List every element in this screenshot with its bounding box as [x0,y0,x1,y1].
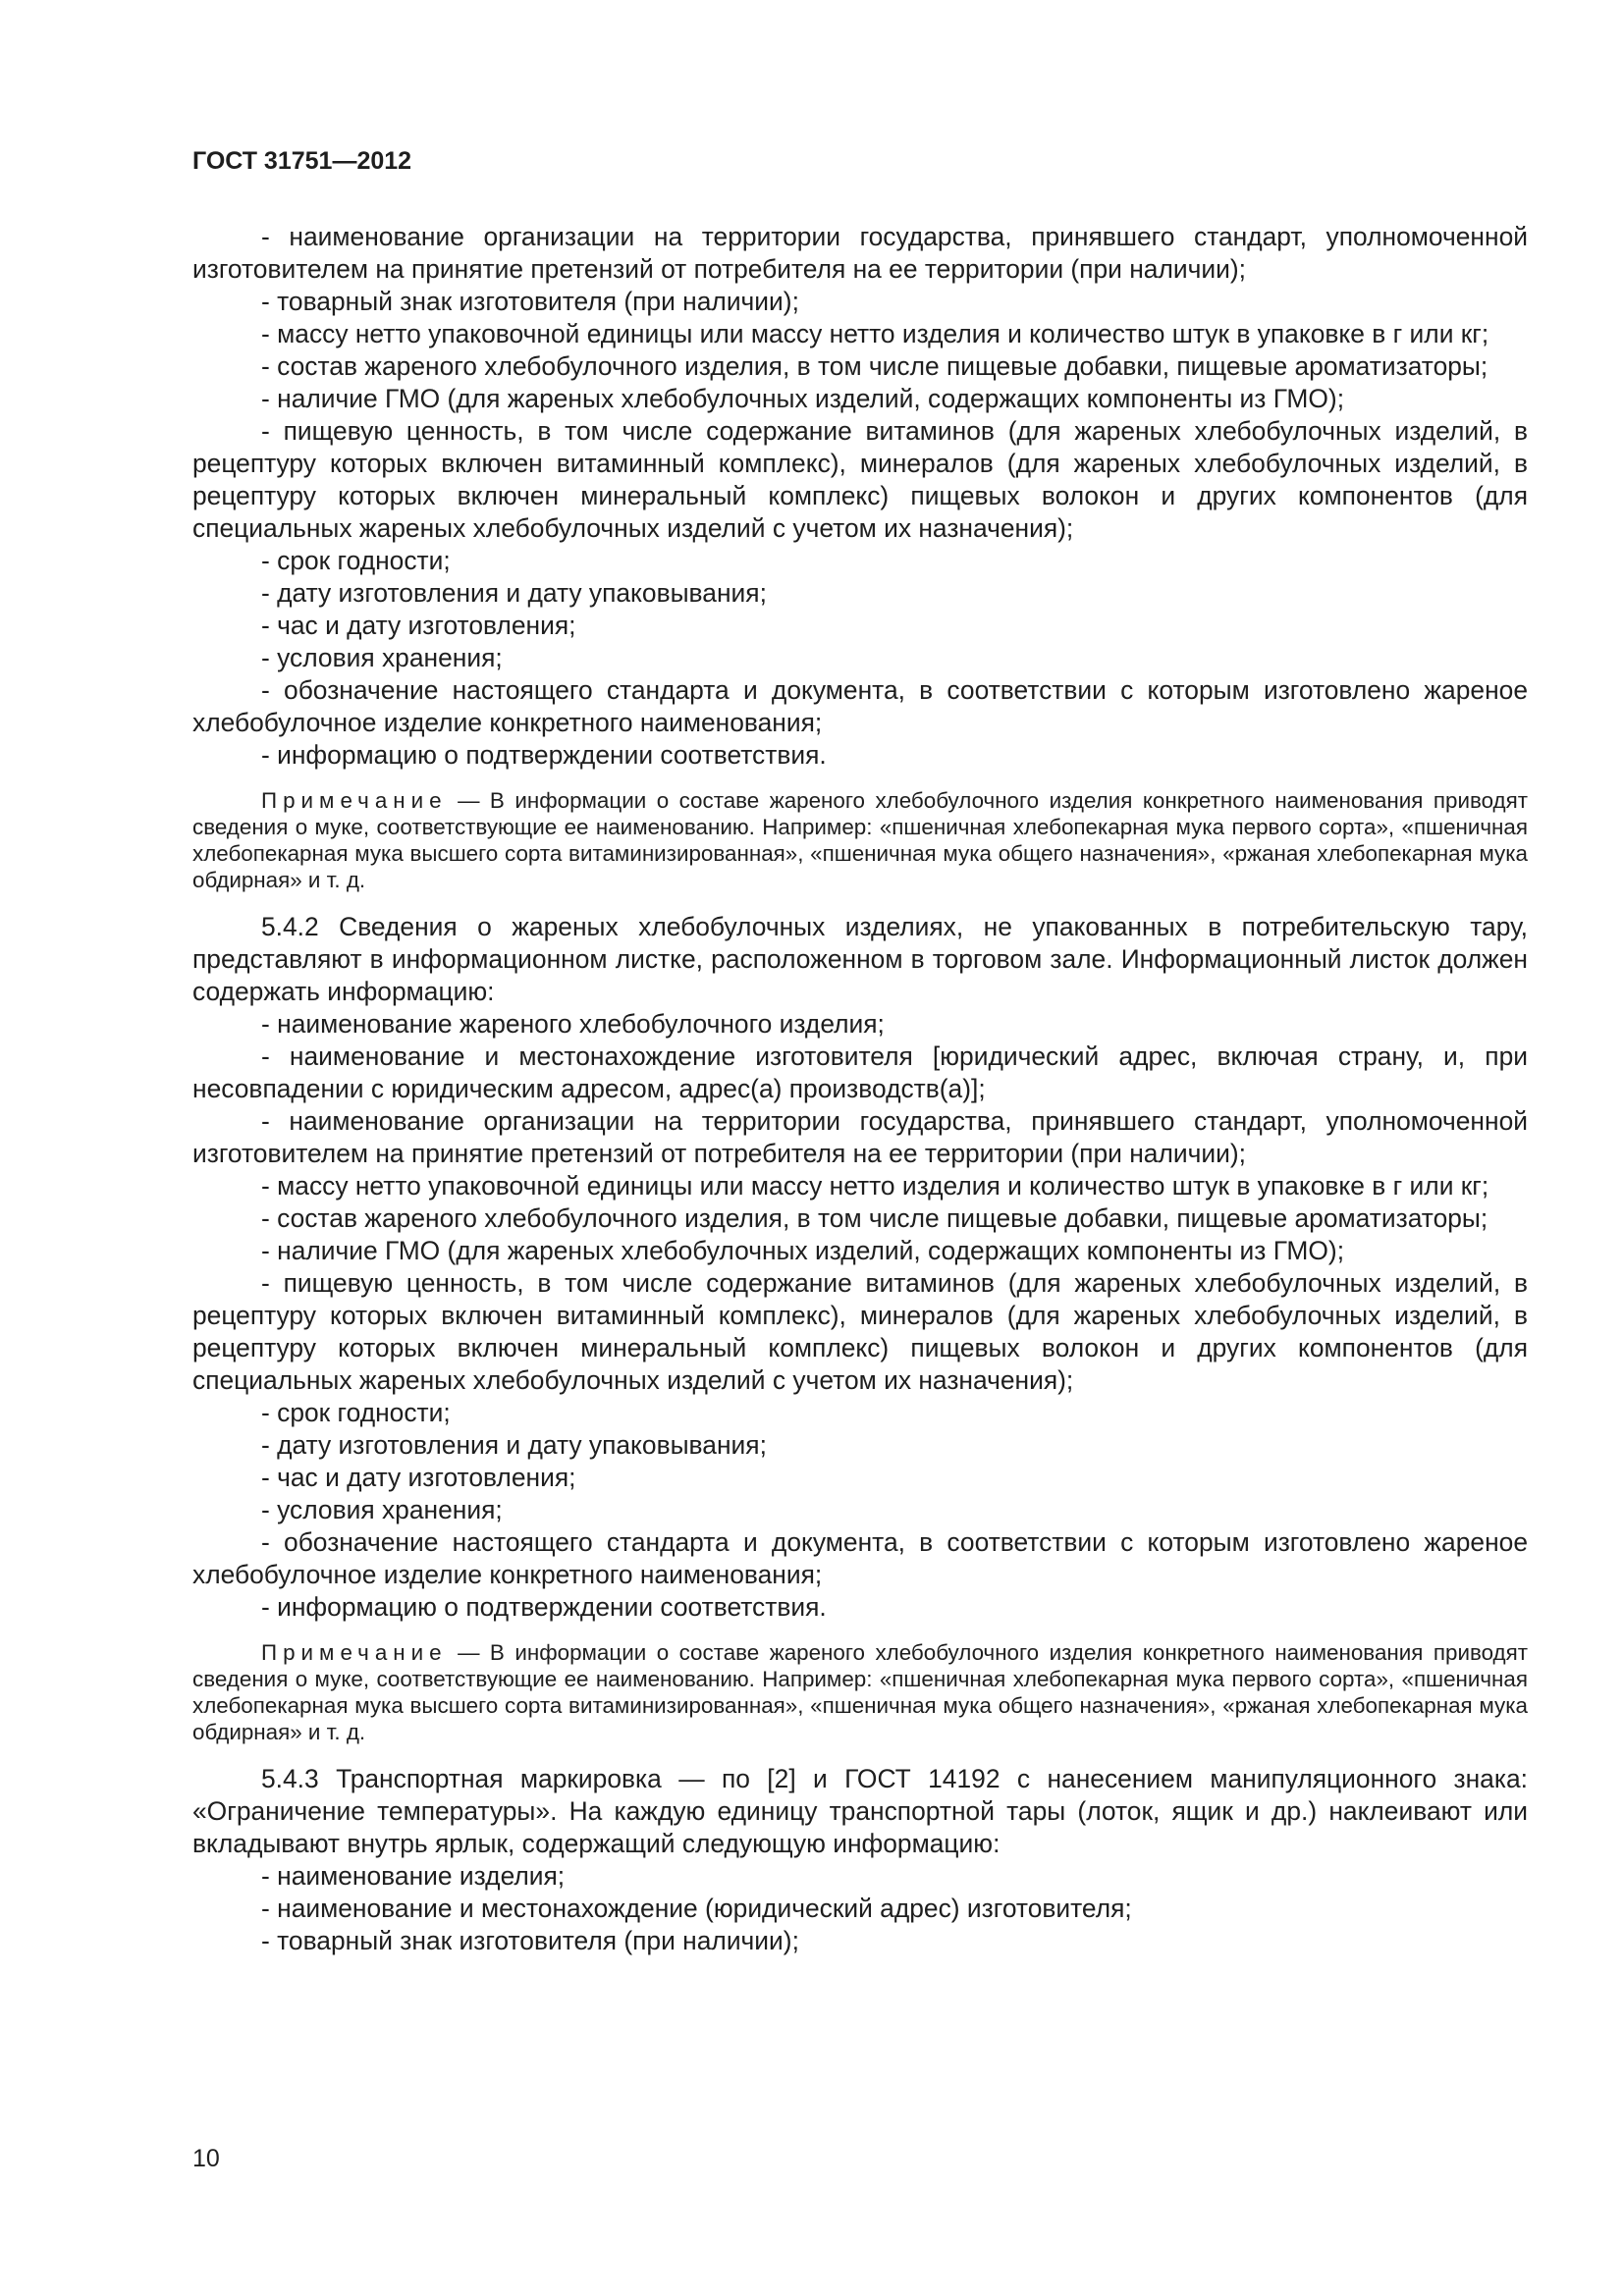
list-item: - дату изготовления и дату упаковывания; [261,578,767,608]
list-item: - наименование жареного хлебобулочного изделия; [261,1009,885,1039]
list-item: - информацию о подтверждении соответствия. [261,740,827,770]
list-item: - товарный знак изготовителя (при наличии); [261,1926,799,1955]
note-2 [192,1639,1528,1745]
list-item: - наименование изделия; [261,1861,566,1891]
list-item: - срок годности; [261,546,451,575]
list-item: - массу нетто упаковочной единицы или массу нетто изделия и количество штук в упаковке в г или кг; [261,1171,1489,1201]
list-item: - час и дату изготовления; [261,1463,576,1492]
document-body [192,221,1528,1957]
note-1 [192,787,1528,893]
note-label: Примечание [261,788,448,813]
list-item: - наличие ГМО (для жареных хлебобулочных изделий, содержащих компоненты из ГМО); [261,384,1345,413]
note-label: Примечание [261,1640,448,1665]
list-item: - массу нетто упаковочной единицы или массу нетто изделия и количество штук в упаковке в г или кг; [261,319,1489,348]
list-item: - состав жареного хлебобулочного изделия, в том числе пищевые добавки, пищевые ароматизаторы; [261,1203,1488,1233]
list-item: - час и дату изготовления; [261,611,576,640]
list-item: - товарный знак изготовителя (при наличии); [261,287,799,316]
list-item: - обозначение настоящего стандарта и документа, в соответствии с которым изготовлено жареное хлебобулочное изделие конкретного наименования; [192,1527,1528,1589]
note-text: — В информации о составе жареного хлебобулочного изделия конкретного наименования приводят сведения о муке, соответствующие ее наименованию. Например: «пшеничная хлебопекарная мука первого сорта», «пшеничная хлебопекарная мука высшего сорта витаминизированная», «пшеничная мука общего назначения», «ржаная хлебопекарная мука обдирная» и т. д. [192,1640,1528,1744]
list-item: - пищевую ценность, в том числе содержание витаминов (для жареных хлебобулочных изделий, в рецептуру которых включен витаминный комплекс), минералов (для жареных хлебобулочных изделий, в рецептуру которых включен минеральный комплекс) пищевых волокон и других компонентов (для специальных жареных хлебобулочных изделий с учетом их назначения); [192,416,1528,543]
list-item: - наличие ГМО (для жареных хлебобулочных изделий, содержащих компоненты из ГМО); [261,1236,1345,1265]
list-item: - наименование организации на территории государства, принявшего стандарт, уполномоченной изготовителем на принятие претензий от потребителя на ее территории (при наличии); [192,222,1528,284]
document-page [192,147,1528,2172]
note-text: — В информации о составе жареного хлебобулочного изделия конкретного наименования приводят сведения о муке, соответствующие ее наименованию. Например: «пшеничная хлебопекарная мука первого сорта», «пшеничная хлебопекарная мука высшего сорта витаминизированная», «пшеничная мука общего назначения», «ржаная хлебопекарная мука обдирная» и т. д. [192,788,1528,892]
list-item: - наименование организации на территории государства, принявшего стандарт, уполномоченной изготовителем на принятие претензий от потребителя на ее территории (при наличии); [192,1106,1528,1168]
section-5-4-3: 5.4.3 Транспортная маркировка — по [2] и ГОСТ 14192 с нанесением манипуляционного знака: «Ограничение температуры». На каждую единицу транспортной тары (лоток, ящик и др.) наклеивают или вкладывают внутрь ярлык, содержащий следующую информацию: [192,1764,1528,1858]
list-item: - состав жареного хлебобулочного изделия, в том числе пищевые добавки, пищевые ароматизаторы; [261,351,1488,381]
page-number: 10 [192,2145,220,2172]
document-header: ГОСТ 31751—2012 [192,147,412,175]
list-item: - наименование и местонахождение (юридический адрес) изготовителя; [261,1894,1132,1923]
list-item: - условия хранения; [261,643,503,672]
list-item: - дату изготовления и дату упаковывания; [261,1430,767,1460]
list-item: - наименование и местонахождение изготовителя [юридический адрес, включая страну, и, при несовпадении с юридическим адресом, адрес(а) производств(а)]; [192,1041,1528,1103]
section-5-4-2: 5.4.2 Сведения о жареных хлебобулочных изделиях, не упакованных в потребительскую тару, представляют в информационном листке, расположенном в торговом зале. Информационный листок должен содержать информацию: [192,912,1528,1006]
list-item: - обозначение настоящего стандарта и документа, в соответствии с которым изготовлено жареное хлебобулочное изделие конкретного наименования; [192,675,1528,737]
list-item: - условия хранения; [261,1495,503,1524]
list-item: - информацию о подтверждении соответствия. [261,1592,827,1622]
list-item: - пищевую ценность, в том числе содержание витаминов (для жареных хлебобулочных изделий, в рецептуру которых включен витаминный комплекс), минералов (для жареных хлебобулочных изделий, в рецептуру которых включен минеральный комплекс) пищевых волокон и других компонентов (для специальных жареных хлебобулочных изделий с учетом их назначения); [192,1268,1528,1395]
list-item: - срок годности; [261,1398,451,1427]
